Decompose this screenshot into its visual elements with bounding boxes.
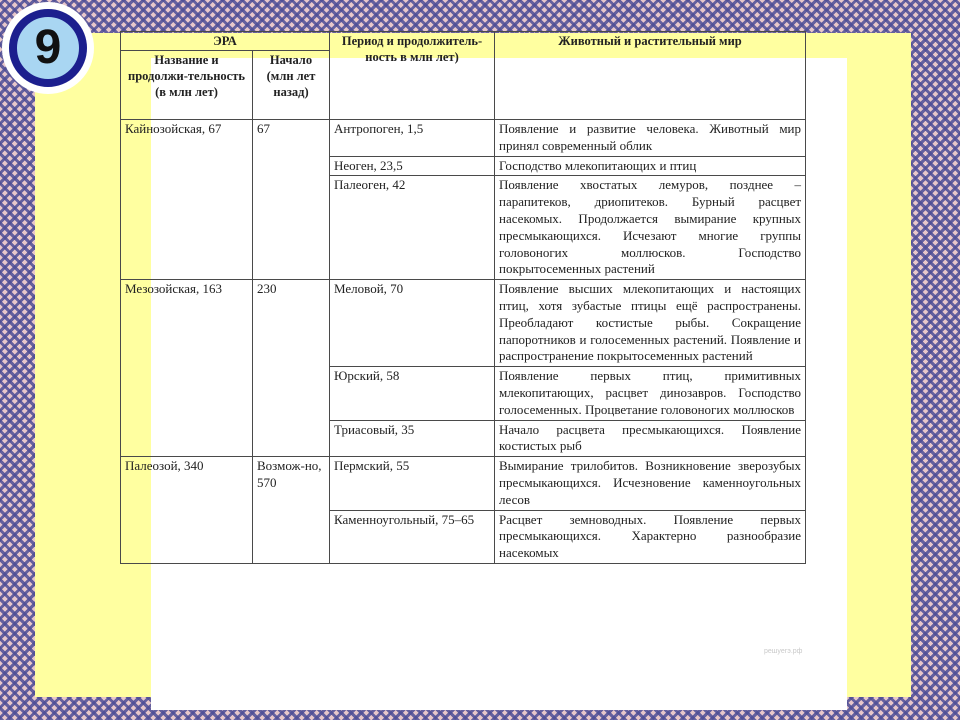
era-start: 67 [253, 120, 330, 280]
period-life: Начало расцвета пресмыкающихся. Появление костистых рыб [495, 420, 806, 457]
period-life: Вымирание трилобитов. Возникновение зверозубых пресмыкающихся. Исчезновение каменноугольных лесов [495, 457, 806, 510]
era-start: 230 [253, 280, 330, 457]
header-start: Начало (млн лет назад) [253, 51, 330, 120]
geological-eras-table [120, 31, 806, 564]
period-life: Появление и развитие человека. Животный мир принял современный облик [495, 120, 806, 157]
table-row [121, 457, 806, 510]
period-name: Каменноугольный, 75–65 [330, 510, 495, 563]
period-name: Меловой, 70 [330, 280, 495, 367]
slide-number-badge [2, 2, 94, 94]
period-name: Триасовый, 35 [330, 420, 495, 457]
watermark: решуегэ.рф [764, 648, 803, 655]
header-life: Животный и растительный мир [495, 32, 806, 120]
period-name: Палеоген, 42 [330, 176, 495, 280]
header-name-duration: Название и продолжи-тельность (в млн лет) [121, 51, 253, 120]
table-header-row [121, 32, 806, 51]
header-era: ЭРА [121, 32, 330, 51]
era-name: Кайнозойская, 67 [121, 120, 253, 280]
period-life: Появление высших млекопитающих и настоящих птиц, хотя зубастые птицы ещё распространены. Преобладают костистые рыбы. Сокращение папоротников и голосеменных растений. Появление и распространение покрытосеменных растений [495, 280, 806, 367]
period-name: Антропоген, 1,5 [330, 120, 495, 157]
era-name: Мезозойская, 163 [121, 280, 253, 457]
period-life: Появление первых птиц, примитивных млекопитающих, расцвет динозавров. Господство голосеменных. Процветание головоногих моллюсков [495, 367, 806, 420]
period-name: Юрский, 58 [330, 367, 495, 420]
slide-number: 9 [9, 9, 87, 87]
period-name: Неоген, 23,5 [330, 156, 495, 176]
period-life: Господство млекопитающих и птиц [495, 156, 806, 176]
era-start: Возмож-но, 570 [253, 457, 330, 564]
header-period: Период и продолжитель-ность в млн лет) [330, 32, 495, 120]
table-row [121, 120, 806, 157]
era-name: Палеозой, 340 [121, 457, 253, 564]
period-name: Пермский, 55 [330, 457, 495, 510]
period-life: Появление хвостатых лемуров, позднее – парапитеков, дриопитеков. Бурный расцвет насекомых. Продолжается вымирание крупных пресмыкающихся. Исчезают многие группы головоногих моллюсков. Господство покрытосеменных растений [495, 176, 806, 280]
period-life: Расцвет земноводных. Появление первых пресмыкающихся. Характерно разнообразие насекомых [495, 510, 806, 563]
table-row [121, 280, 806, 367]
